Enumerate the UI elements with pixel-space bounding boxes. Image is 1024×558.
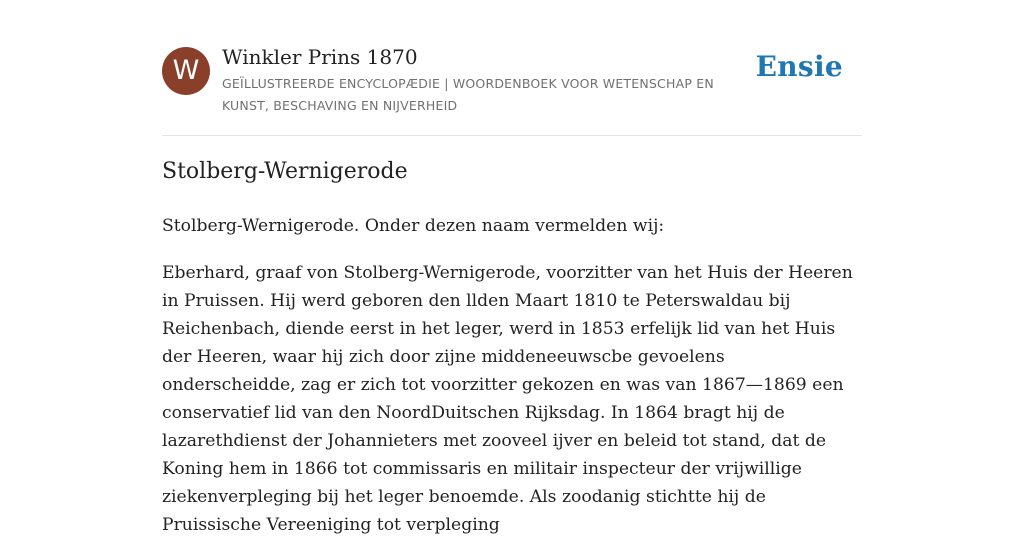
article-title: Stolberg-Wernigerode [162,159,408,184]
source-header [162,44,862,136]
article-paragraph-intro: Stolberg-Wernigerode. Onder dezen naam vermelden wij: [162,216,665,236]
source-title[interactable]: Winkler Prins 1870 [222,45,418,69]
source-subtitle: GEÏLLUSTREERDE ENCYCLOPÆDIE | WOORDENBOEK VOOR WETENSCHAP EN KUNST, BESCHAVING EN NIJVERHEID [222,76,714,113]
header-divider [162,135,862,136]
brand-logo[interactable]: Ensie [755,50,843,83]
avatar[interactable]: W [162,47,210,95]
article-body [162,212,862,558]
article-paragraph-eberhard: Eberhard, graaf von Stolberg-Wernigerode, voorzitter van het Huis der Heeren in Pruissen. Hij werd geboren den llden Maart 1810 te Peterswaldau bij Reichenbach, diende eerst in het leger, werd in 1853 erfelijk lid van het Huis der Heeren, waar hij zich door zijne middeneeuwscbe gevoelens onderscheidde, zag er zich tot voorzitter gekozen en was van 1867—1869 een conservatief lid van den NoordDuitschen Rijksdag. In 1864 bragt hij de lazarethdienst der Johannieters met zooveel ijver en beleid tot stand, dat de Koning hem in 1866 tot commissaris en militair inspecteur der vrijwillige ziekenverpleging bij het leger benoemde. Als zoodanig stichtte hij de Pruissische Vereeniging tot verpleging [162,263,853,535]
